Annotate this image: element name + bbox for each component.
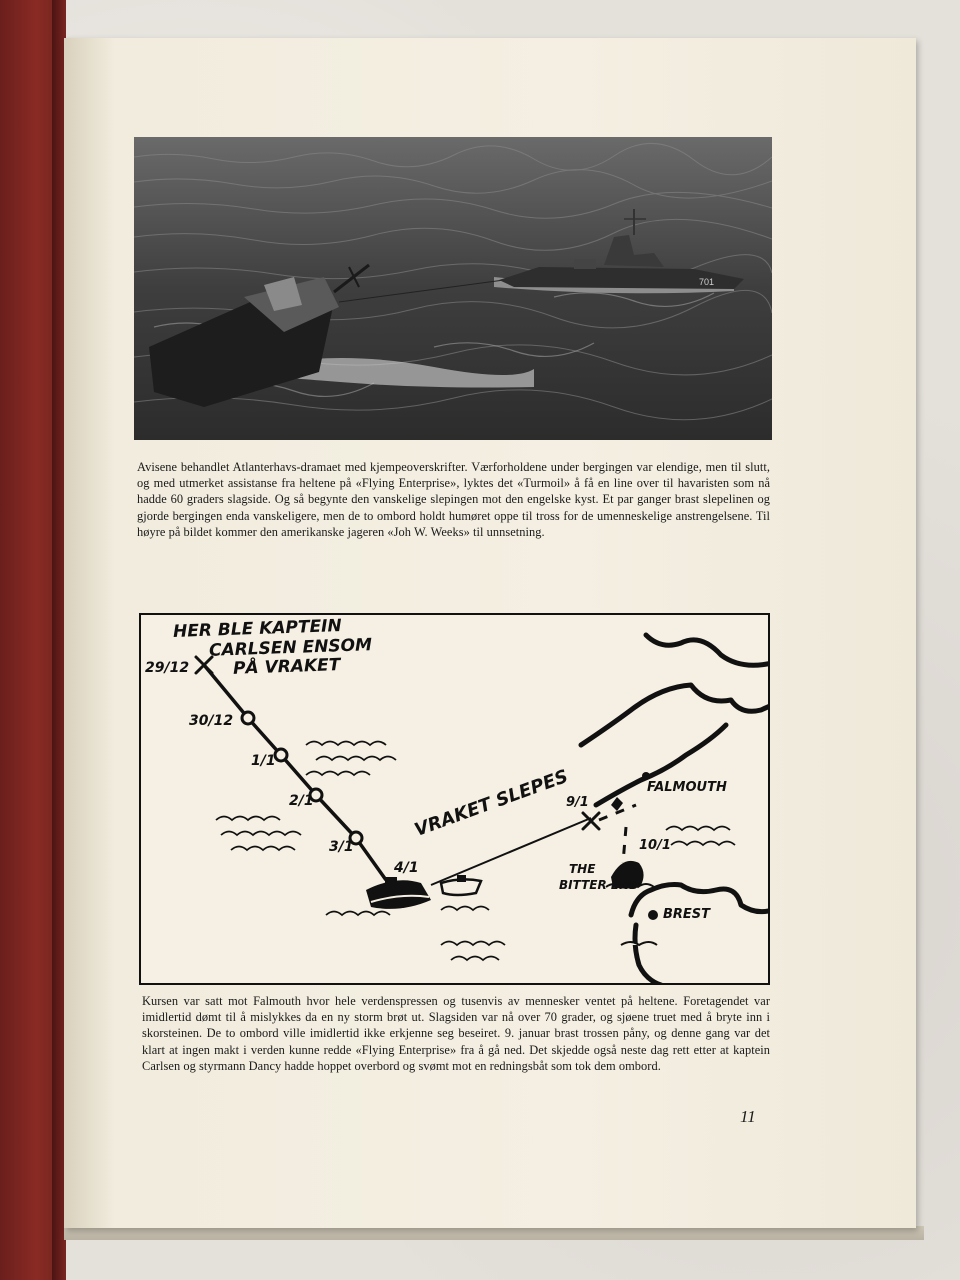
date-label-1-1: 1/1 — [251, 753, 276, 769]
drift-line — [599, 805, 636, 863]
page-stack-edge — [64, 1226, 924, 1240]
date-label-30-12: 30/12 — [189, 713, 234, 729]
scilly-islands — [611, 797, 623, 811]
tow-route-label: VRAKET SLEPES — [411, 765, 571, 841]
photo-caption: Avisene behandlet Atlanterhavs-dramaet med kjempeoverskrifter. Værforholdene under bergingen var elendige, men til slutt, og med utmerket assistanse fra heltene på «Flying Enterprise», lyktes det «Turmoil» å få en line over til havaristen som nå hadde 60 graders slagside. Og så begynte den vanskelige slepingen mot den engelske kyst. Et par ganger brast slepelinen og gjorde bergingen enda vanskeligere, men de to ombord holdt humøret oppe til tross for de umenneskelige anstrengelsene. Til høyre på bildet kommer den amerikanske jageren «Joh W. Weeks» til unnsetning. — [137, 460, 770, 539]
map-caption: Kursen var satt mot Falmouth hvor hele verdenspressen og tusenvis av mennesker ventet på heltene. Foretagendet var imidlertid dømt til å mislykkes da en ny storm brøt ut. Slagsiden var nå over 70 grader, og sjøene truet med å bryte inn i skorsteinen. De to ombord ville imidlertid ikke erkjenne seg beseiret. 9. januar brast trossen påny, og denne gang var det klart at ingen makt i verden kunne redde «Flying Enterprise» fra å gå ned. Det skjedde også neste dag rett etter at kaptein Carlsen og styrmann Dancy hadde hoppet overbord og svømt mot en redningsbåt som tok dem ombord. — [142, 994, 770, 1073]
date-label-3-1: 3/1 — [329, 839, 354, 855]
map-title-line-2: CARLSEN ENSOM — [208, 635, 373, 661]
route-map — [139, 613, 770, 985]
date-label-10-1: 10/1 — [639, 838, 671, 853]
date-label-9-1: 9/1 — [566, 795, 589, 810]
date-label-29-12: 29/12 — [145, 660, 190, 676]
place-the-bitter-end-line-1: THE — [569, 862, 596, 876]
city-dot-falmouth-icon — [642, 772, 650, 780]
coastline-north — [646, 635, 770, 665]
coastline-brittany-west — [635, 925, 661, 985]
place-the-bitter-end-line-2: BITTER END — [559, 878, 640, 892]
date-label-2-1: 2/1 — [289, 793, 314, 809]
wreck-ship-icon — [366, 877, 431, 909]
place-falmouth: FALMOUTH — [647, 780, 727, 795]
map-title-line-3: PÅ VRAKET — [232, 655, 341, 679]
city-dot-brest-icon — [648, 910, 658, 920]
place-brest: BREST — [663, 907, 711, 922]
map-title-line-1: HER BLE KAPTEIN — [172, 616, 343, 642]
page-number: 11 — [740, 1107, 756, 1126]
shipwreck-photo — [134, 137, 772, 440]
tow-line — [431, 818, 591, 885]
date-label-4-1: 4/1 — [394, 860, 419, 876]
hull-number: 701 — [699, 277, 715, 287]
brittany-coast-shading — [621, 942, 657, 945]
coastline-england — [581, 685, 770, 745]
